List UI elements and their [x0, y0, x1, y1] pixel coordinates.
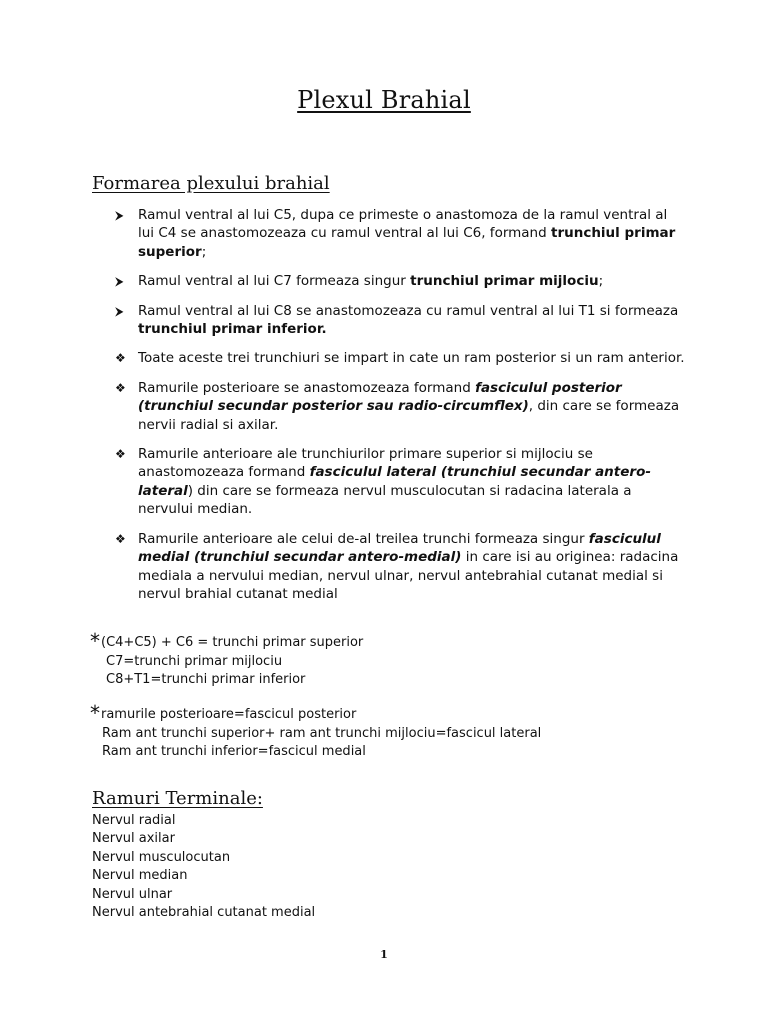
asterisk-icon: *	[90, 701, 100, 725]
diamond-bullet-icon: ❖	[115, 380, 126, 395]
fascicle-summary-notes	[90, 702, 541, 762]
page-title: Plexul Brahial	[297, 86, 471, 114]
arrow-bullet-icon: ⮞	[115, 274, 124, 289]
formation-list	[115, 206, 685, 614]
section-heading-formation: Formarea plexului brahial	[92, 173, 330, 194]
page-number: 1	[380, 948, 388, 961]
diamond-bullet-icon: ❖	[115, 531, 126, 546]
list-item: Nervul axilar	[92, 831, 175, 847]
arrow-bullet-icon: ⮞	[115, 208, 124, 222]
list-item: ❖ Ramurile posterioare se anastomozeaza formand fasciculul posterior (trunchiul secundar posterior sau radio-circumflex), din care se formeaza nervii radial si axilar.	[115, 379, 680, 433]
section-heading-terminal-branches: Ramuri Terminale:	[92, 788, 263, 809]
note-line: Ram ant trunchi superior+ ram ant trunchi mijlociu=fascicul lateral	[102, 725, 542, 741]
terminal-branches-list	[92, 812, 315, 922]
list-item: Nervul radial	[92, 813, 176, 828]
list-item: Nervul musculocutan	[92, 849, 231, 865]
list-item: Nervul median	[92, 868, 188, 884]
note-line: *(C4+C5) + C6 = trunchi primar superior	[90, 629, 364, 653]
note-line: C8+T1=trunchi primar inferior	[106, 672, 306, 687]
list-item: Nervul ulnar	[92, 886, 173, 902]
trunk-summary-notes	[90, 630, 363, 690]
diamond-bullet-icon: ❖	[115, 351, 126, 366]
note-line: Ram ant trunchi inferior=fascicul medial	[102, 744, 366, 759]
list-item: ⮞ Ramul ventral al lui C7 formeaza singur trunchiul primar mijlociu;	[115, 273, 604, 290]
list-item: ⮞ Ramul ventral al lui C5, dupa ce primeste o anastomoza de la ramul ventral al lui C4 se anastomozeaza cu ramul ventral al lui C6, formand trunchiul primar superior;	[115, 207, 676, 260]
arrow-bullet-icon: ⮞	[115, 303, 124, 318]
asterisk-icon: *	[90, 629, 100, 653]
note-line: *ramurile posterioare=fascicul posterior	[90, 701, 357, 725]
list-item: ⮞ Ramul ventral al lui C8 se anastomozeaza cu ramul ventral al lui T1 si formeaza trunchiul primar inferior.	[115, 302, 679, 338]
list-item: Nervul antebrahial cutanat medial	[92, 905, 316, 921]
note-line: C7=trunchi primar mijlociu	[106, 653, 283, 669]
list-item: ❖ Ramurile anterioare ale trunchiurilor primare superior si mijlociu se anastomozeaza formand fasciculul lateral (trunchiul secundar antero-lateral) din care se formeaza nervul musculocutan si radacina laterala a nervului median.	[115, 446, 651, 518]
list-item: ❖ Toate aceste trei trunchiuri se impart in cate un ram posterior si un ram anterior.	[115, 350, 685, 367]
diamond-bullet-icon: ❖	[115, 447, 126, 462]
list-item: ❖ Ramurile anterioare ale celui de-al treilea trunchi formeaza singur fasciculul medial (trunchiul secundar antero-medial) in care isi au originea: radacina mediala a nervului median, nervul ulnar, nervul antebrahial cutanat medial si nervul brahial cutanat medial	[115, 530, 679, 602]
